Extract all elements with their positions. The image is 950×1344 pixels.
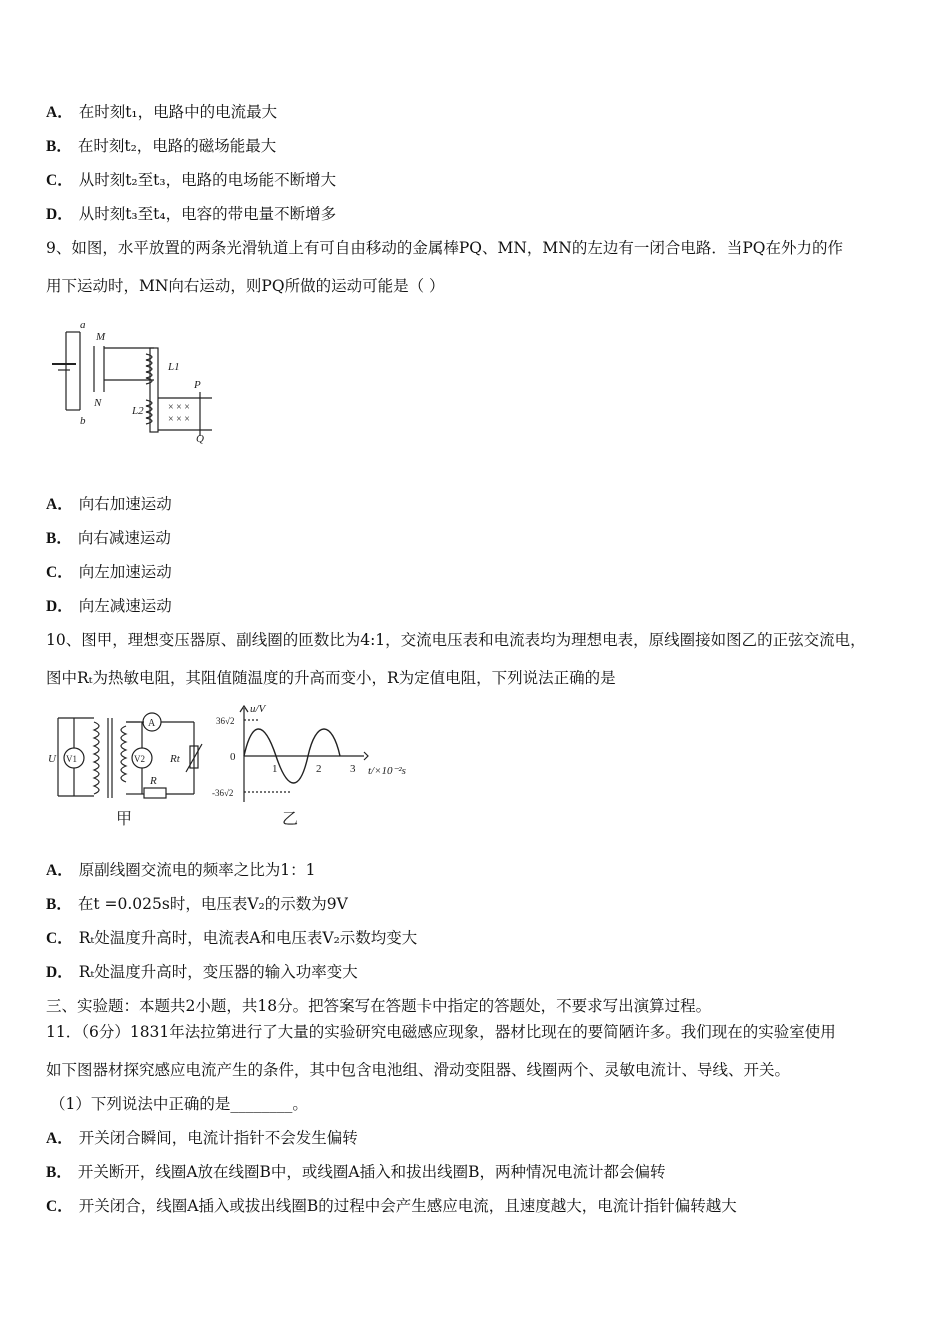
q10-option-d	[46, 962, 358, 983]
q9-stem-line2: 用下运动时，MN向右运动，则PQ所做的运动可能是（ ）	[46, 277, 445, 295]
q9-option-d	[46, 596, 172, 617]
q11-option-c	[46, 1196, 737, 1217]
option-label: B．	[46, 530, 72, 547]
q11-stem-line1: 11．（6分）1831年法拉第进行了大量的实验研究电磁感应现象，器材比现在的要简陋许多。我们现在的实验室使用	[46, 1023, 836, 1041]
option-label: D．	[46, 964, 73, 981]
option-text: 向左减速运动	[78, 597, 172, 615]
option-label: B．	[46, 1164, 72, 1181]
graph-tick-3: 3	[350, 763, 356, 775]
q11-stem-line2: 如下图器材探究感应电流产生的条件，其中包含电池组、滑动变阻器、线圈两个、灵敏电流计、导线、开关。	[46, 1061, 791, 1079]
label-a: a	[80, 319, 86, 331]
svg-text:× × ×: × × ×	[168, 414, 190, 425]
option-text: 开关闭合，线圈A插入或拔出线圈B的过程中会产生感应电流，且速度越大，电流计指针偏转越大	[78, 1197, 737, 1215]
q8-option-b	[46, 136, 276, 157]
option-label: D．	[46, 598, 73, 615]
option-text: 向左加速运动	[78, 563, 172, 581]
q9-option-a	[46, 494, 172, 515]
option-label: C．	[46, 930, 73, 947]
q10-option-c	[46, 928, 417, 949]
q8-option-c	[46, 170, 336, 191]
option-text: 向右加速运动	[78, 495, 172, 513]
q11-option-b	[46, 1162, 666, 1183]
q9-option-b	[46, 528, 171, 549]
option-text: 开关断开，线圈A放在线圈B中，或线圈A插入和拔出线圈B，两种情况电流计都会偏转	[77, 1163, 666, 1181]
q10-figure	[46, 700, 436, 836]
graph-origin: 0	[230, 751, 236, 763]
option-text: 在时刻t₂，电路的磁场能最大	[77, 137, 277, 155]
option-label: C．	[46, 564, 73, 581]
q10-stem-line1: 10、图甲，理想变压器原、副线圈的匝数比为4:1，交流电压表和电流表均为理想电表，原线圈接如图乙的正弦交流电，	[46, 631, 866, 649]
q10-option-a	[46, 860, 315, 881]
option-text: Rₜ处温度升高时，变压器的输入功率变大	[78, 963, 358, 981]
option-text: 原副线圈交流电的频率之比为1：1	[78, 861, 316, 879]
graph-tick-1: 1	[272, 763, 278, 775]
graph-ymin: -36√2	[212, 788, 234, 798]
q9-stem-line1: 9、如图，水平放置的两条光滑轨道上有可自由移动的金属棒PQ、MN，MN的左边有一闭合电路．当PQ在外力的作	[46, 239, 844, 257]
option-label: C．	[46, 1198, 73, 1215]
graph-y-label: u/V	[250, 703, 266, 715]
option-text: 向右减速运动	[77, 529, 171, 547]
label-u: U	[48, 753, 56, 765]
caption-yi: 乙	[282, 811, 299, 828]
label-ammeter: A	[148, 718, 156, 729]
caption-jia: 甲	[116, 811, 133, 828]
q9-option-c	[46, 562, 172, 583]
label-rt: Rt	[170, 753, 180, 765]
q10-option-b	[46, 894, 348, 915]
label-l2: L2	[132, 405, 144, 417]
graph-x-label: t/×10⁻²s	[368, 765, 406, 777]
section-3-heading: 三、实验题：本题共2小题，共18分。把答案写在答题卡中指定的答题处，不要求写出演算过程。	[46, 997, 712, 1015]
label-q: Q	[196, 433, 204, 445]
option-label: A．	[46, 104, 73, 121]
label-l1: L1	[168, 361, 180, 373]
option-label: A．	[46, 496, 73, 513]
option-label: C．	[46, 172, 73, 189]
label-r: R	[150, 775, 157, 787]
graph-tick-2: 2	[316, 763, 322, 775]
option-label: A．	[46, 862, 73, 879]
option-text: 在时刻t₁，电路中的电流最大	[78, 103, 278, 121]
label-b: b	[80, 415, 86, 427]
label-m: M	[96, 331, 106, 343]
q8-option-a	[46, 102, 277, 123]
svg-text:× × ×: × × ×	[168, 402, 190, 413]
label-n: N	[94, 397, 102, 409]
option-label: B．	[46, 896, 72, 913]
option-text: 从时刻t₂至t₃，电路的电场能不断增大	[78, 171, 337, 189]
q11-sub-question-1: （1）下列说法中正确的是________。	[50, 1095, 308, 1113]
option-text: 从时刻t₃至t₄，电容的带电量不断增多	[78, 205, 337, 223]
q11-option-a	[46, 1128, 358, 1149]
q10-stem-line2: 图中Rₜ为热敏电阻，其阻值随温度的升高而变小，R为定值电阻，下列说法正确的是	[46, 669, 616, 687]
option-label: A．	[46, 1130, 73, 1147]
option-text: 在t =0.025s时，电压表V₂的示数为9V	[77, 895, 348, 913]
option-label: B．	[46, 138, 72, 155]
label-v1: V1	[66, 754, 77, 764]
option-label: D．	[46, 206, 73, 223]
graph-ymax: 36√2	[216, 716, 235, 726]
label-v2: V2	[134, 754, 145, 764]
q9-circuit-figure	[46, 318, 226, 448]
option-text: 开关闭合瞬间，电流计指针不会发生偏转	[78, 1129, 358, 1147]
option-text: Rₜ处温度升高时，电流表A和电压表V₂示数均变大	[78, 929, 418, 947]
label-p: P	[194, 379, 201, 391]
q8-option-d	[46, 204, 336, 225]
